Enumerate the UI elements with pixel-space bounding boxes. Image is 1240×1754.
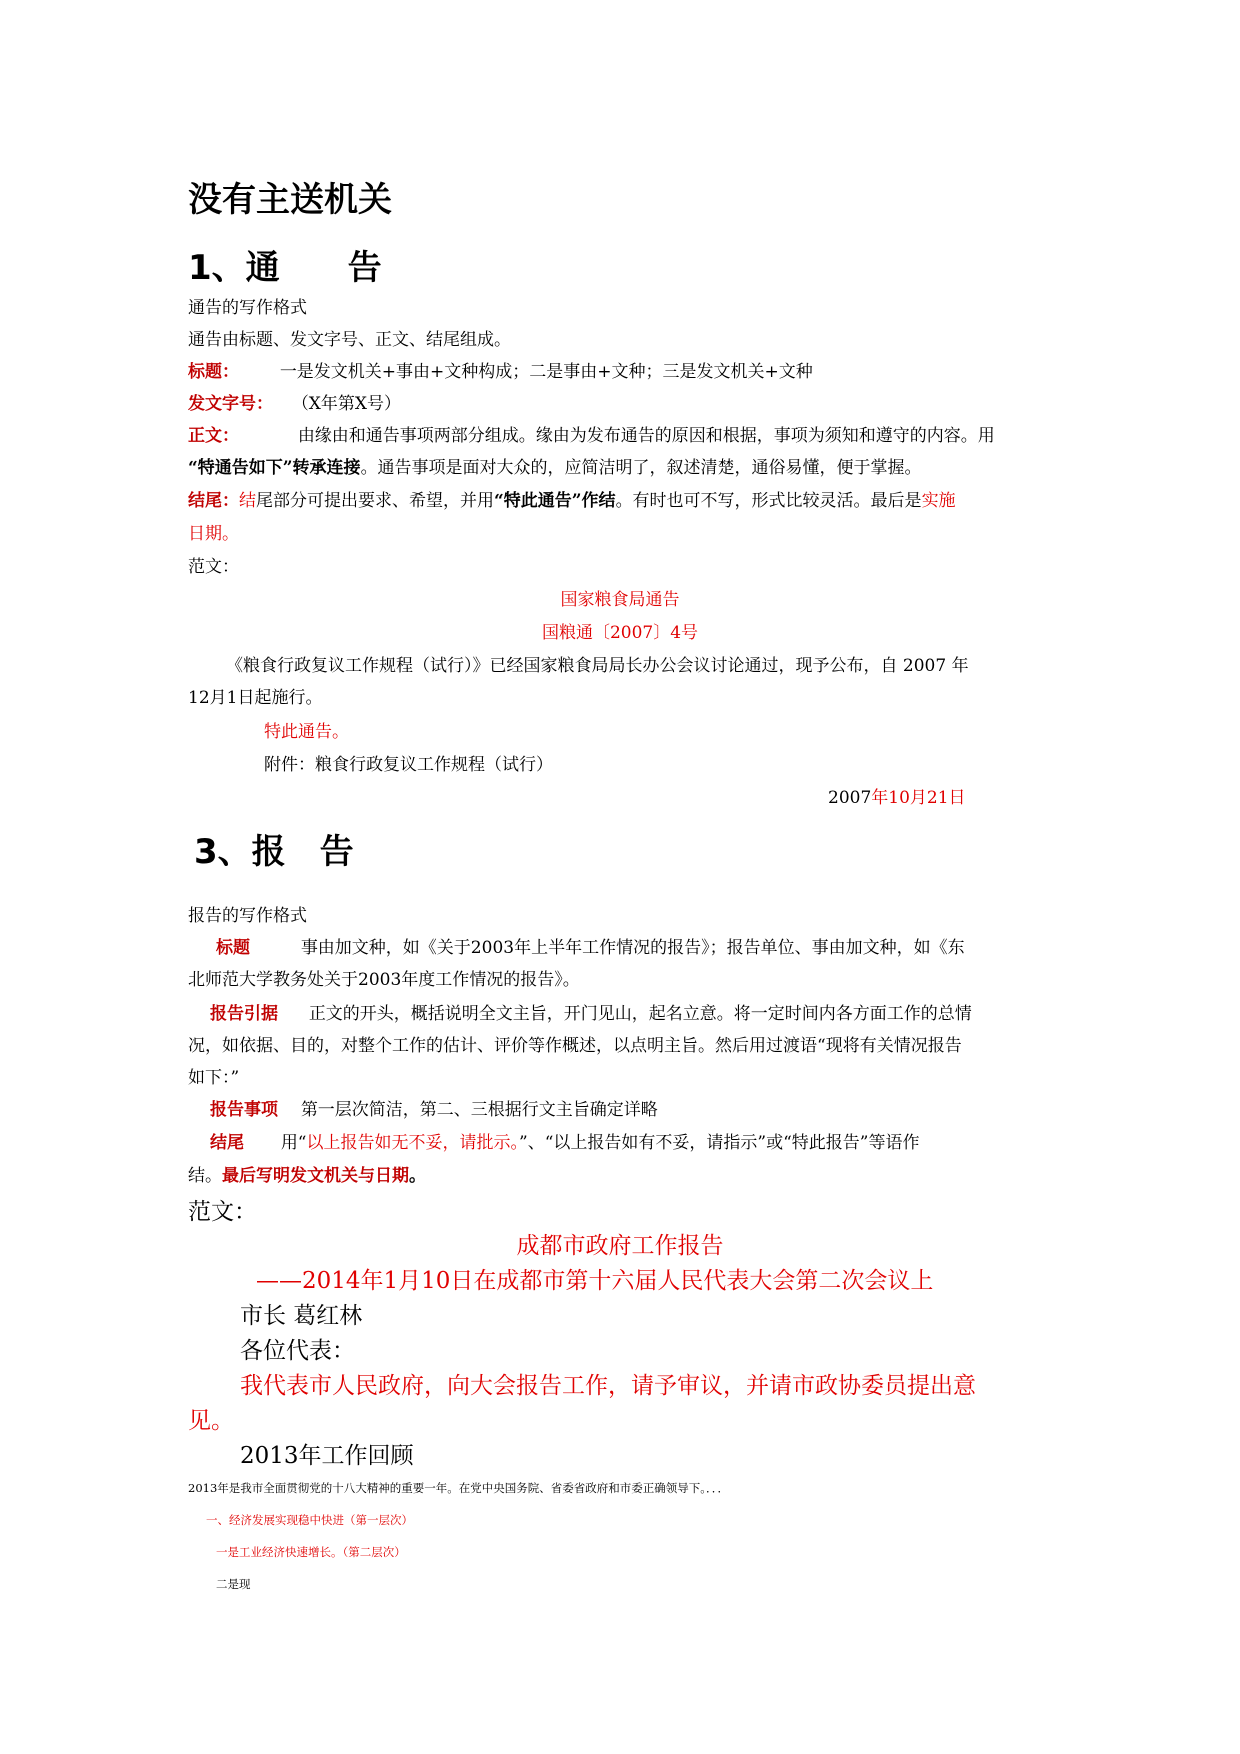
report-sample-subtitle: ——2014年1月10日在成都市第十六届人民代表大会第二次会议上 xyxy=(256,1268,934,1294)
section1-docno-row xyxy=(188,388,401,420)
report-sample-small-2: 一、经济发展实现稳中快进（第一层次） xyxy=(206,1513,413,1527)
body-label: 正文： xyxy=(188,426,239,446)
body-text-2: 。通告事项是面对大众的，应简洁明了，叙述清楚，通俗易懂，便于掌握。 xyxy=(360,458,922,478)
report-ending-red: 以上报告如无不妥，请批示。 xyxy=(306,1133,520,1153)
section3-title-row-2: 北师范大学教务处关于2003年度工作情况的报告》。 xyxy=(188,970,580,990)
section1-ending-row-1 xyxy=(188,485,956,517)
section1-title-row xyxy=(188,356,813,388)
body-text-1: 由缘由和通告事项两部分组成。缘由为发布通告的原因和根据，事项为须知和遵守的内容。用 xyxy=(297,426,995,446)
notice-date-year: 2007 xyxy=(828,788,872,808)
report-sample-salutation: 各位代表： xyxy=(240,1338,355,1364)
section3-intro-row-2: 况，如依据、目的，对整个工作的估计、评价等作概述，以点明主旨。然后用过渡语“现将有关情况报告 xyxy=(188,1036,962,1056)
items-text: 第一层次简洁，第二、三根据行文主旨确定详略 xyxy=(300,1100,658,1120)
section3-ending-row-2 xyxy=(188,1160,426,1192)
notice-date-rest: 年10月21日 xyxy=(871,788,966,808)
notice-sample-date xyxy=(828,782,966,814)
section3-format-label: 报告的写作格式 xyxy=(188,906,307,926)
report-ending-bold-red: 最后写明发文机关与日期 xyxy=(222,1166,409,1186)
report-ending-text-1: 用“ xyxy=(280,1133,307,1153)
notice-sample-closing: 特此通告。 xyxy=(264,722,349,742)
report-sample-red-line-1: 我代表市人民政府，向大会报告工作，请予审议，并请市政协委员提出意 xyxy=(240,1373,976,1399)
intro-label: 报告引据 xyxy=(210,1004,278,1024)
notice-sample-para-2: 12月1日起施行。 xyxy=(188,688,323,708)
heading-no-recipient: 没有主送机关 xyxy=(188,180,392,220)
report-sample-small-4: 二是现 xyxy=(216,1577,251,1591)
notice-sample-title: 国家粮食局通告 xyxy=(560,590,680,610)
ending-red-char: 结 xyxy=(239,491,256,511)
report-ending-text-2: ”、“以上报告如有不妥，请指示”或“特此报告”等语作 xyxy=(519,1133,920,1153)
section1-sample-label: 范文： xyxy=(188,557,239,577)
ending-red-1: 实施 xyxy=(921,491,956,511)
title-label: 标题： xyxy=(188,362,239,382)
notice-sample-docno: 国粮通〔2007〕4号 xyxy=(541,623,699,643)
report-title-text-1: 事由加文种，如《关于2003年上半年工作情况的报告》；报告单位、事由加文种，如《东 xyxy=(300,938,965,958)
report-sample-red-line-2: 见。 xyxy=(188,1408,234,1434)
section3-title-row-1 xyxy=(216,932,965,964)
docno-text: （X年第X号） xyxy=(291,394,402,414)
notice-sample-para-1: 《粮食行政复议工作规程（试行）》已经国家粮食局局长办公会议讨论通过，现予公布，自 2007 年 xyxy=(226,656,969,676)
docno-label: 发文字号： xyxy=(188,394,273,414)
ending-label: 结尾： xyxy=(188,491,239,511)
section1-body-row-1 xyxy=(188,420,995,452)
body-bold: “特通告如下”转承连接 xyxy=(188,458,361,478)
report-ending-label: 结尾 xyxy=(210,1133,244,1153)
ending-text-2: 。有时也可不写，形式比较灵活。最后是 xyxy=(615,491,922,511)
section1-composition: 通告由标题、发文字号、正文、结尾组成。 xyxy=(188,330,511,350)
notice-sample-attachment: 附件：粮食行政复议工作规程（试行） xyxy=(264,755,553,775)
ending-bold: “特此通告”作结 xyxy=(494,491,616,511)
report-sample-label: 范文： xyxy=(188,1199,257,1225)
report-ending-text-4: 。 xyxy=(409,1166,426,1186)
section1-format-label: 通告的写作格式 xyxy=(188,298,307,318)
report-title-label: 标题 xyxy=(216,938,250,958)
report-sample-title: 成都市政府工作报告 xyxy=(516,1233,724,1259)
section1-body-row-2 xyxy=(188,452,922,484)
section1-title: 1、通 告 xyxy=(188,248,382,288)
intro-text-1: 正文的开头，概括说明全文主旨，开门见山，起名立意。将一定时间内各方面工作的总情 xyxy=(308,1004,972,1024)
section3-ending-row-1 xyxy=(210,1127,919,1159)
section3-intro-row-1 xyxy=(210,998,972,1030)
title-text: 一是发文机关+事由+文种构成；二是事由+文种；三是发文机关+文种 xyxy=(279,362,813,382)
section3-items-row xyxy=(210,1094,658,1126)
section3-intro-row-3: 如下：” xyxy=(188,1068,240,1088)
report-ending-text-3: 结。 xyxy=(188,1166,222,1186)
report-sample-small-1: 2013年是我市全面贯彻党的十八大精神的重要一年。在党中央国务院、省委省政府和市委正确领导下。．．． xyxy=(188,1481,730,1495)
ending-text-1: 尾部分可提出要求、希望，并用 xyxy=(256,491,494,511)
section1-ending-row-2: 日期。 xyxy=(188,524,239,544)
items-label: 报告事项 xyxy=(210,1100,278,1120)
report-sample-review: 2013年工作回顾 xyxy=(240,1443,414,1469)
section3-title: 3、报 告 xyxy=(194,832,354,872)
report-sample-small-3: 一是工业经济快速增长。（第二层次） xyxy=(216,1545,406,1559)
report-sample-author: 市长 葛红林 xyxy=(240,1303,363,1329)
